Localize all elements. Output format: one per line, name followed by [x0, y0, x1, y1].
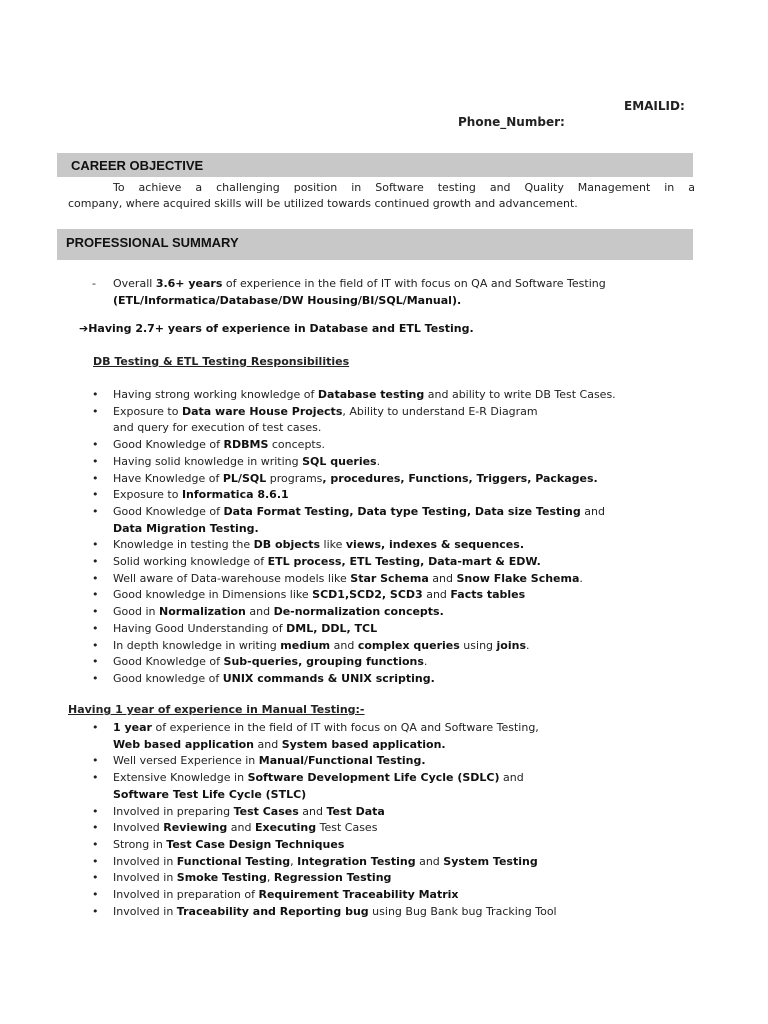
- text: and: [245, 605, 274, 619]
- list-item-line: [113, 292, 461, 309]
- list-item-line: [113, 869, 391, 886]
- bullet-icon: •: [92, 605, 99, 619]
- bold-text: Normalization: [159, 605, 246, 619]
- text: and: [499, 771, 524, 785]
- text: of experience in the field of IT with focus on QA and Software Testing,: [151, 721, 539, 734]
- list-item-line: [113, 803, 385, 820]
- bold-text: Web based application: [113, 737, 254, 751]
- text: Having strong working knowledge of: [113, 388, 318, 401]
- bold-text: DML, DDL, TCL: [286, 621, 378, 635]
- bold-text: Database testing: [317, 388, 425, 401]
- bold-text: RDBMS: [223, 438, 269, 452]
- bold-text: 1 year: [113, 721, 152, 734]
- bold-text: 3.6+ years: [155, 277, 223, 290]
- bold-text: Data Format Testing, Data type Testing, Data size Testing: [223, 504, 581, 518]
- text: and query for execution of test cases.: [113, 421, 322, 435]
- list-item-line: [113, 503, 605, 520]
- bullet-icon: •: [92, 471, 99, 485]
- text: and: [415, 854, 444, 868]
- experience-highlight: [79, 322, 474, 335]
- bold-text: System based application.: [281, 737, 446, 751]
- text: and: [428, 571, 457, 585]
- text: Involved in preparing: [113, 804, 234, 818]
- bullet-icon: •: [92, 555, 99, 568]
- bullet-icon: •: [92, 854, 99, 868]
- text: Good Knowledge of: [113, 438, 224, 452]
- text: Knowledge in testing the: [113, 538, 254, 552]
- text: and: [422, 588, 451, 602]
- bullet-icon: •: [92, 454, 99, 468]
- text: .: [423, 655, 428, 669]
- list-item-line: [113, 670, 435, 687]
- bullet-icon: •: [92, 871, 99, 885]
- bold-text: Test Cases: [233, 804, 299, 818]
- experience-highlight-text: Having 2.7+ years of experience in Database and ETL Testing.: [88, 322, 474, 335]
- bullet-icon: •: [92, 771, 99, 785]
- list-item-line: [113, 752, 426, 769]
- text: Involved: [113, 821, 164, 835]
- text: Test Cases: [316, 821, 378, 835]
- bold-text: Integration Testing: [297, 854, 416, 868]
- text: Well versed Experience in: [113, 754, 259, 768]
- list-item-line: [113, 886, 459, 903]
- text: Good in: [113, 605, 159, 619]
- bullet-icon: •: [92, 504, 99, 518]
- bold-text: (ETL/Informatica/Database/DW Housing/BI/SQL/Manual).: [113, 293, 462, 307]
- list-item-line: [113, 836, 344, 853]
- bold-text: complex queries: [357, 638, 460, 652]
- list-item-line: [113, 853, 538, 870]
- bold-text: Executing: [254, 821, 317, 835]
- text: ,: [266, 871, 274, 885]
- bold-text: System Testing: [443, 854, 538, 868]
- bullet-icon: -: [92, 277, 96, 290]
- bold-text: Manual/Functional Testing.: [258, 754, 426, 768]
- bold-text: Data ware House Projects: [181, 404, 343, 418]
- text: and: [330, 638, 358, 652]
- text: Involved in preparation of: [113, 888, 259, 901]
- list-item-line: [113, 819, 377, 836]
- text: Strong in: [113, 837, 167, 851]
- bullet-icon: •: [92, 621, 99, 635]
- bold-text: medium: [280, 638, 331, 652]
- bullet-icon: •: [92, 721, 99, 734]
- bullet-icon: •: [92, 404, 99, 418]
- list-item-line: [113, 486, 289, 503]
- text: concepts.: [268, 438, 325, 452]
- text: and: [227, 821, 255, 835]
- text: Good knowledge of: [113, 671, 223, 685]
- bold-text: Traceability and Reporting bug: [176, 904, 369, 918]
- bold-text: SCD1,SCD2, SCD3: [312, 588, 423, 602]
- bold-text: , procedures, Functions, Triggers, Packages.: [322, 471, 598, 485]
- bold-text: Snow Flake Schema: [456, 571, 580, 585]
- text: and ability to write DB Test Cases.: [424, 388, 616, 401]
- arrow-icon: ➔: [79, 322, 89, 335]
- bullet-icon: •: [92, 538, 99, 552]
- bold-text: De-normalization concepts.: [273, 605, 444, 619]
- bold-text: Test Data: [326, 804, 385, 818]
- bold-text: Functional Testing: [176, 854, 291, 868]
- db-testing-heading: DB Testing & ETL Testing Responsibilities: [93, 355, 350, 368]
- list-item-line: [113, 637, 530, 654]
- text: Exposure to: [113, 404, 182, 418]
- bold-text: ETL process, ETL Testing, Data-mart & EDW.: [267, 555, 541, 568]
- text: Have Knowledge of: [113, 471, 223, 485]
- bold-text: Software Development Life Cycle (SDLC): [247, 771, 500, 785]
- list-item-line: [113, 520, 259, 537]
- text: Involved in: [113, 854, 177, 868]
- text: Involved in: [113, 871, 177, 885]
- list-item-line: [113, 453, 380, 470]
- text: using: [459, 638, 497, 652]
- bullet-icon: •: [92, 488, 99, 502]
- bold-text: Facts tables: [450, 588, 526, 602]
- text: ,: [290, 854, 298, 868]
- list-item-line: [113, 586, 525, 603]
- bold-text: joins: [496, 638, 527, 652]
- text: using Bug Bank bug Tracking Tool: [368, 904, 557, 918]
- text: Good Knowledge of: [113, 655, 224, 669]
- list-item-line: [113, 403, 538, 420]
- bold-text: Reviewing: [163, 821, 228, 835]
- list-item-line: [113, 786, 306, 803]
- text: Having solid knowledge in writing: [113, 454, 303, 468]
- text: programs: [266, 471, 323, 485]
- bullet-icon: •: [92, 638, 99, 652]
- bold-text: Data Migration Testing.: [113, 521, 259, 535]
- bold-text: Requirement Traceability Matrix: [258, 888, 459, 901]
- bullet-icon: •: [92, 904, 99, 918]
- bold-text: Star Schema: [350, 571, 429, 585]
- list-item-line: [113, 603, 444, 620]
- bullet-icon: •: [92, 837, 99, 851]
- text: of experience in the field of IT with focus on QA and Software Testing: [222, 277, 606, 290]
- text: Good Knowledge of: [113, 504, 224, 518]
- text: .: [526, 638, 530, 652]
- list-item-line: [113, 553, 541, 570]
- bold-text: UNIX commands & UNIX scripting.: [222, 671, 435, 685]
- career-objective-line-2: company, where acquired skills will be utilized towards continued growth and advancement.: [68, 197, 578, 210]
- list-item-line: [113, 769, 524, 786]
- bullet-icon: •: [92, 571, 99, 585]
- bold-text: Sub-queries, grouping functions: [223, 655, 424, 669]
- bullet-icon: •: [92, 438, 99, 452]
- text: and: [254, 737, 282, 751]
- text: , Ability to understand E-R Diagram: [342, 404, 538, 418]
- bullet-icon: •: [92, 754, 99, 768]
- list-item-line: [113, 903, 557, 920]
- bold-text: PL/SQL: [222, 471, 267, 485]
- bold-text: DB objects: [253, 538, 321, 552]
- career-objective-line-1: To achieve a challenging position in Software testing and Quality Management in a: [113, 181, 695, 194]
- text: Exposure to: [113, 488, 182, 502]
- phone-label: Phone_Number:: [458, 115, 565, 129]
- bold-text: Informatica 8.6.1: [181, 488, 289, 502]
- professional-summary-heading: PROFESSIONAL SUMMARY: [57, 229, 693, 260]
- text: and: [580, 504, 605, 518]
- list-item-line: [113, 736, 446, 753]
- bullet-icon: •: [92, 821, 99, 835]
- text: like: [320, 538, 346, 552]
- list-item-line: [113, 419, 321, 436]
- list-item-line: [113, 436, 325, 453]
- bullet-icon: •: [92, 588, 99, 602]
- text: Well aware of Data-warehouse models like: [113, 571, 351, 585]
- list-item-line: [113, 386, 616, 403]
- bold-text: Smoke Testing: [176, 871, 267, 885]
- list-item-line: [113, 570, 583, 587]
- bullet-icon: •: [92, 804, 99, 818]
- text: and: [298, 804, 327, 818]
- text: Good knowledge in Dimensions like: [113, 588, 313, 602]
- text: Overall: [113, 277, 156, 290]
- bold-text: SQL queries: [302, 454, 377, 468]
- text: In depth knowledge in writing: [113, 638, 281, 652]
- text: Having Good Understanding of: [113, 621, 287, 635]
- bold-text: Test Case Design Techniques: [166, 837, 345, 851]
- list-item-line: [113, 536, 524, 553]
- bold-text: views, indexes & sequences.: [345, 538, 524, 552]
- bold-text: Regression Testing: [273, 871, 392, 885]
- list-item-line: [113, 653, 427, 670]
- email-label: EMAILID:: [624, 99, 685, 113]
- bullet-icon: •: [92, 671, 99, 685]
- bullet-icon: •: [92, 888, 99, 901]
- list-item-line: [113, 275, 606, 292]
- list-item-line: [113, 719, 539, 736]
- text: Extensive Knowledge in: [113, 771, 248, 785]
- bullet-icon: •: [92, 655, 99, 669]
- list-item-line: [113, 620, 377, 637]
- list-item-line: [113, 470, 598, 487]
- bullet-icon: •: [92, 388, 99, 401]
- text: Solid working knowledge of: [113, 555, 268, 568]
- manual-testing-heading: Having 1 year of experience in Manual Testing:-: [68, 703, 365, 716]
- text: Involved in: [113, 904, 177, 918]
- career-objective-heading: CAREER OBJECTIVE: [57, 153, 693, 177]
- text: .: [376, 454, 381, 468]
- text: .: [579, 571, 583, 585]
- bold-text: Software Test Life Cycle (STLC): [113, 787, 307, 801]
